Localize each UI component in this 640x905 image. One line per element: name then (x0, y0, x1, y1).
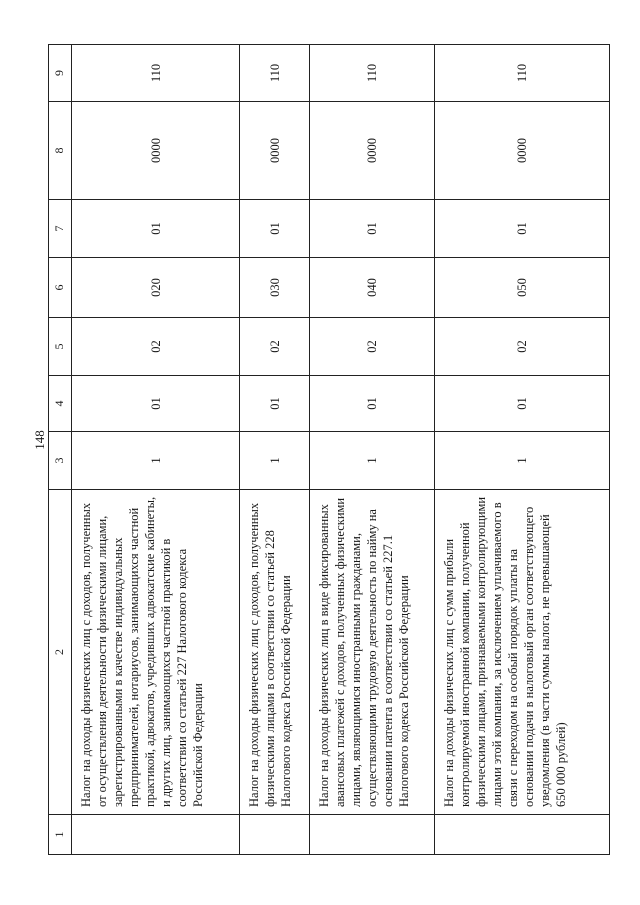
row-code-4: 01 (435, 376, 610, 432)
row-code-9: 110 (435, 45, 610, 102)
table-row (72, 45, 240, 855)
row-code-7: 01 (72, 200, 240, 258)
row-description: Налог на доходы физических лиц в виде фиксированных авансовых платежей с доходов, полученных физическими лицами, являющимися иностранными гражданами, осуществляющими трудовую деятельность по найму на основании патента в соответствии со статьей 227.1 Налогового кодекса Российской Федерации (310, 490, 435, 815)
header-col-2: 2 (49, 490, 72, 815)
table-row (240, 45, 310, 855)
budget-classification-table (48, 44, 610, 855)
header-col-4: 4 (49, 376, 72, 432)
row-index-cell (310, 815, 435, 855)
row-code-5: 02 (435, 318, 610, 376)
header-col-5: 5 (49, 318, 72, 376)
row-code-6: 050 (435, 258, 610, 318)
rotated-table-container (48, 45, 608, 855)
header-col-9: 9 (49, 45, 72, 102)
row-code-8: 0000 (72, 102, 240, 200)
row-index-cell (435, 815, 610, 855)
row-code-4: 01 (240, 376, 310, 432)
row-code-3: 1 (72, 432, 240, 490)
row-code-3: 1 (435, 432, 610, 490)
row-code-5: 02 (310, 318, 435, 376)
row-code-8: 0000 (310, 102, 435, 200)
header-col-6: 6 (49, 258, 72, 318)
row-code-7: 01 (240, 200, 310, 258)
header-col-3: 3 (49, 432, 72, 490)
row-code-6: 040 (310, 258, 435, 318)
row-code-5: 02 (240, 318, 310, 376)
row-index-cell (72, 815, 240, 855)
table-row (435, 45, 610, 855)
header-col-7: 7 (49, 200, 72, 258)
row-code-5: 02 (72, 318, 240, 376)
row-description: Налог на доходы физических лиц с доходов, полученных от осуществления деятельности физическими лицами, зарегистрированными в качестве индивидуальных предпринимателей, нотариусов, занимающихся частной практикой, адвокатов, учредивших адвокатские кабинеты, и других лиц, занимающихся частной практикой в соответствии со статьей 227 Налогового кодекса Российской Федерации (72, 490, 240, 815)
page-number: 148 (32, 430, 47, 450)
row-code-8: 0000 (435, 102, 610, 200)
row-code-9: 110 (240, 45, 310, 102)
header-col-8: 8 (49, 102, 72, 200)
header-row (49, 45, 72, 855)
row-code-7: 01 (435, 200, 610, 258)
row-code-6: 020 (72, 258, 240, 318)
row-code-3: 1 (310, 432, 435, 490)
row-code-6: 030 (240, 258, 310, 318)
row-code-8: 0000 (240, 102, 310, 200)
row-code-9: 110 (72, 45, 240, 102)
header-col-1: 1 (49, 815, 72, 855)
row-code-4: 01 (310, 376, 435, 432)
row-index-cell (240, 815, 310, 855)
row-code-4: 01 (72, 376, 240, 432)
row-code-7: 01 (310, 200, 435, 258)
row-code-3: 1 (240, 432, 310, 490)
row-description: Налог на доходы физических лиц с доходов, полученных физическими лицами в соответствии со статьей 228 Налогового кодекса Российской Федерации (240, 490, 310, 815)
table-row (310, 45, 435, 855)
row-description: Налог на доходы физических лиц с сумм прибыли контролируемой иностранной компании, полученной физическими лицами, признаваемыми контролирующими лицами этой компании, за исключением уплачиваемого в связи с переходом на особый порядок уплаты на основании подачи в налоговый орган соответствующего уведомления (в части суммы налога, не превышающей 650 000 рублей) (435, 490, 610, 815)
row-code-9: 110 (310, 45, 435, 102)
